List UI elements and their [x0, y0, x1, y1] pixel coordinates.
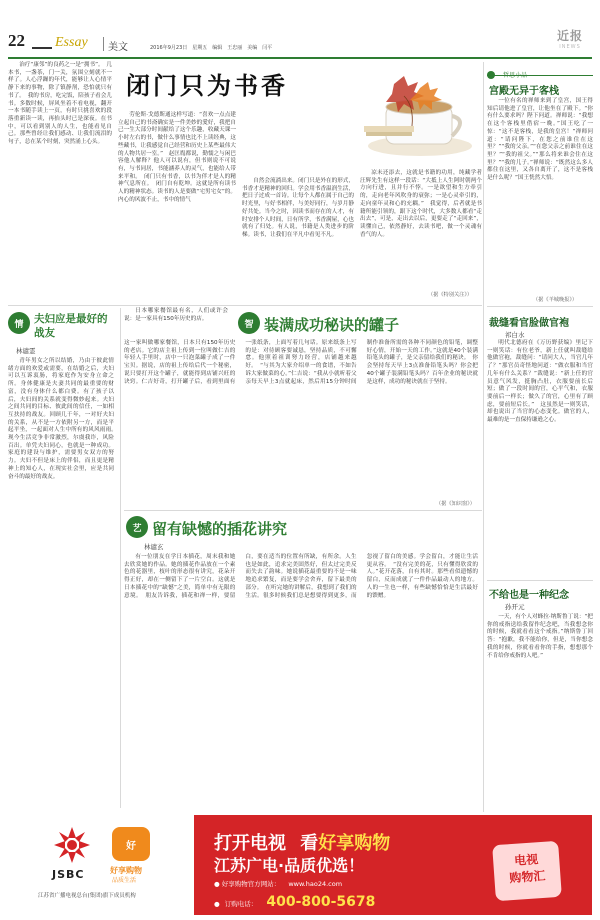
column-badge [487, 64, 593, 79]
column-divider-2 [120, 308, 121, 808]
column-divider [483, 62, 484, 812]
essay-jar-body: 这一家叫做哪家餐馆，日本只有150年历史的老店。它的店主祖上传到一位叫做仁吉的年轻人手里时，店中一只泡菜罐子成了一件宝贝。据说，店的祖上传给后代一个秘密，说只要打开这个罐子，就能得到店铺兴旺的诀窍。仁吉好奇，打开罐子后，看到里面有一张纸条，上面写着几句话。原来纸条上写的是：对待顾客要诚恳，坚持品质，不可懈怠。他照着祖训努力经营，店铺越来越好。 “与其为大家介绍单一的食谱，不如告诉大家做菜的心。”仁吉说：“我从小就听着父亲每天早上3点就起床，然后用15分钟时间制作准备所需的各种不同颜色的铅笔，调整好心情，开始一天的工作。”这就是40个装满铅笔头的罐子，是父亲留给我们的秘诀。 你会坚持每天早上3点准备铅笔头吗？你会把40个罐子装满铅笔头吗？百年企业的秘诀就是这样，成功的秘诀就在于坚持。 [124, 340, 478, 385]
ad-badge [492, 841, 562, 901]
ad-badge-line-1: 电视 [513, 852, 539, 868]
essay-couple-body: 青年男女之所以结婚，乃由于彼此情绪方面的欢爱或需要，在结婚之后，夫妇可以互诉衷肠，将家庭作为安身立命之所。身体健康是夫妻共同的最重要的财富，没有身体什么都白费。有了孩子以后，夫妇间的关系就变得微妙起来。夫妇之间共同的目标、彼此间的信任，一如相互扶持的战友。回顾几千年，一对好夫妇的关系，从不是一方依附另一方，而是平起平坐，一起面对人生中所有的风风雨雨。 现今生活竞争非常激烈，尔虞我诈，风险百出。单凭夫妇同心，也就是一种成功。家庭的建设与维护，需要男女双方的努力。夫妇不但是床上的伴侣，而且更是精神上的知心人，在现实社会里，应是共同奋斗的最好的战友。 [8, 358, 120, 480]
essay-flower-title: 留有缺憾的插花讲究 [152, 520, 288, 538]
ad-phone-row[interactable] [214, 891, 375, 910]
ad-web-url[interactable]: www.hao24.com [288, 880, 343, 888]
right-column [487, 62, 593, 812]
issue-meta: 2016年9月23日 星期五 编辑 王忠丽 美编 闫平 [150, 45, 273, 51]
essay-flower-author: 林谴玄 [144, 543, 164, 551]
lead-col-4: 凉未还添去，这就是书籍的功用，纯藏学者汪辉先生有这样一段话：“大抵上人生阿时朝两个方向行进，且并行不悖。一是欲望和生方牵引的，走向老年风吹身的衰弥；一是心灵牵引的，走向童年灵和心的充耦。” 我觉得，后者就是书籍所能引领的，跟下这个时代，大多数人都看“走出去”，可是，走出去以后，更要走了“走回来”，读懂自己，依然静好，去读书吧，做一个灵魂有香气的人。 [360, 170, 482, 238]
r3-title: 不给也是一种纪念 [489, 590, 569, 601]
ad-badge-line-2: 购物汇 [508, 868, 546, 886]
ad-headline-2a: 看 [300, 833, 319, 854]
essay-jar-lead: 日本哪家餐馆最有名，人们或许会说：是一家具有150年历史的店。 [124, 308, 228, 322]
lead-source: （据《特别关注》） [428, 292, 473, 298]
essay-flower [124, 512, 482, 808]
essay-couple [8, 308, 120, 808]
ad-banner[interactable] [8, 815, 592, 915]
r1-body: 一位有名的禅师来到了皇宫，国王得知后请他进了皇宫，让他坐在了殿下。“你有什么要求吗？陛下问道。禅师说：“我想在这个客栈里借宿一晚。”国王吃了一惊：“这不是客栈，是我的皇宫！”禅师问道：“请问陛下，在您之前谁住在这里？”“我的父亲。”“在您父亲之前谁住在这里？”“我的祖父。”“那么将来谁会住在这里？”“我的儿子。”禅师说：“既然这么多人都住在这里，又各自离开了，这不是客栈是什么呢？”国王恍然大悟。 [487, 98, 593, 182]
ad-slogan: 江苏广电·品质优选！ [214, 856, 365, 875]
page-number: 22 [8, 31, 25, 50]
ad-phone-bullet-icon: ● [214, 900, 220, 908]
row-divider-2 [124, 510, 482, 511]
r3-body: 一天，有个人对蜂拉·纳斯鲁丁说：“把你的戒指送给我留作纪念吧，当我想念你的时候，我就看看这个戒指。”纳斯鲁丁回答：“抱歉，我不能给你，但是，当你想念我的时候，你就看看你的手指，想想那个不肯给你戒指的人吧。” [487, 614, 593, 659]
ad-phone-number[interactable]: 400-800-5678 [266, 894, 376, 910]
lead-title: 闭门只为书香 [126, 72, 288, 100]
r1-title: 宫殿无异于客栈 [489, 86, 559, 97]
r1-source: （据《羊城晚报》） [533, 297, 578, 303]
lead-col-3: 自然会流淌出来。闭门只是外在的形式，书香才是精神的回归。学会用书香温润生活，把日子过成一首诗。让每个人都在属于自己的时光里，与好书相伴，与美好同行，与岁月静好共处。当今之时，因读书而存在的人才，有时安排个人时间，日有所学，书香满屋，心也就有了归处。有人说，书籍是人类进步的阶梯。读书，让我们在平凡中看见不凡。 [242, 178, 354, 238]
essay-seal-icon: 情 [8, 312, 30, 334]
column-label: 哲思小品 [503, 72, 528, 79]
essay-jar [124, 308, 482, 508]
jsbc-logo-icon [52, 825, 92, 865]
section-label-cn: 美文 [108, 42, 128, 53]
ad-web-bullet-icon: ● [214, 880, 220, 888]
essay-flower-seal-icon: 艺 [126, 516, 148, 538]
hao-logo-icon: 好 [112, 827, 150, 861]
ad-web-label: 好享购物官方网站： [221, 880, 281, 888]
section-label-en: Essay [55, 35, 88, 50]
row-divider [8, 305, 482, 306]
lead-col-2: 劳伦斯·戈德斯通这样写道：“喜欢一点点建立起自己的书斋确实是一件美妙的愛好，我把自己一生大部分时间献给了这个乐趣，收藏天课一小时左右的书，做什么事情也比不上读经典，这些藏书，让我感觉自己经营和历史上某些最伟大的人物共居一室。” 赵匡胤都说，勤懦之与闲巴容他人解释？他人可以说有，但书则说不可说有，与书同居，书能涵养人的灵气，也能给人带来平和。 闭门只有书香，以书为伴才是人的精神气息所在。 闭门自有乾坤。这就是所有读书人的精神状态。读书的人是要做“宅男宅女”的。内心的风波不止，书中的情气 [118, 112, 236, 203]
brand-name: 近报 [556, 29, 583, 43]
r3-author: 孙开元 [505, 603, 525, 611]
ad-headline-1 [214, 829, 390, 855]
essay-couple-title: 夫妇应是最好的战友 [34, 313, 108, 339]
column-badge-icon [487, 71, 495, 79]
lead-article [8, 62, 482, 302]
section-divider [103, 37, 104, 51]
header-line [8, 57, 592, 59]
brand-logo [548, 27, 592, 53]
ad-org: 江苏省广播电视总台(集团)旗下成员机构 [38, 893, 136, 899]
right-divider-2 [487, 580, 593, 581]
essay-jar-source: （据《知识窗》） [436, 501, 475, 507]
page-header [0, 0, 600, 60]
ad-red-panel [194, 815, 592, 915]
r2-author: 祁白水 [505, 331, 525, 339]
header-rule [32, 47, 52, 49]
r2-body: 明代北德府在《万历野获编》里记下一则笑话：有位老爷，新上任就叫裁缝给他做官袍，裁缝问：“请问大人，当官几年了？”那官员奇怪地问道：“做衣服和当官几年有什么关系？”裁缝说：“新上任的官员意气风发，挺胸凸肚，衣服要前长后短；做了一段时间的官，心平气和，衣服要前后一样长；做久了的官，心里有了顾虑，要前短后长。” 这虽然是一则笑话，却也说出了当官的心态变化。做官的人，最难的是一直保持谦逊之心。 [487, 340, 593, 424]
essay-couple-author: 林谴霊 [16, 347, 36, 355]
essay-jar-title: 装满成功秘诀的罐子 [264, 316, 400, 334]
ad-headline-2b: 好享购物 [318, 833, 391, 854]
lead-col-1: 治疗“康邻”的良药之一是“拥书”。 几本书，一盏茶，门一关，氛围立刻就不一样了。人心浮躁的年代，能够让人心情平静下来的事物，除了镇静剂，恐怕就只有书了。 我的书房，吃完饭，陪孩子看会儿书。多数时候，屏风坐着不看电视，翻开一本书随手读上一页，有时只挑喜欢的段落重新读一读，再抬头时已是深夜。在书中，可以看到别人的人生，也能看见自己。那些曾经让我们感动、让我们流泪的句子，总在某个时刻，突然涌上心头。 [8, 62, 112, 146]
ad-web-row[interactable] [214, 879, 342, 888]
tea-cup-illustration [358, 66, 478, 166]
brand-en: INEWS [559, 44, 581, 50]
right-divider-1 [487, 306, 593, 307]
r2-title: 裁缝看官脸做官袍 [489, 318, 569, 329]
essay-flower-body: 有一位朋友在学日本插花，周末我和她去欣赏她的作品。她的插花作品放在一个素色的花器里，枝叶的形态很有讲究，花朵开得正好，却在一侧留下了一片空白。这就是日本插花中的“缺憾”之美，简单中有无限的意境。 朋友告诉我，插花和禅一样，要留白，要在适当的位置有所缺，有所余。人生也是如此，追求完美固然好，但太过完美反而失去了韵味。她说插花最重要的不是一味地追求繁复，而是要学会舍弃，留下最美的部分。 在听完她的讲解后，我想到了我们的生活。很多时候我们总是想要得到更多，而忽视了留白的美感。学会留白，才能让生活更从容。 “没有完美的花，只有懂得欣赏的人。”花开花落，自有其时。那些看似遗憾的留白，反而成就了一件作品最动人的地方。人的一生也一样，有些缺憾恰恰是生活最好的馈赠。 [124, 554, 478, 599]
jsbc-logo-text: JSBC [52, 868, 85, 881]
essay-jar-seal-icon: 智 [238, 312, 260, 334]
hao-brand-mark: 好享购物 [110, 866, 142, 875]
hao-brand-sub: 品质生活 [112, 877, 137, 884]
ad-headline-1-text: 打开电视 [214, 833, 286, 854]
ad-phone-label: 订购电话： [224, 900, 258, 908]
